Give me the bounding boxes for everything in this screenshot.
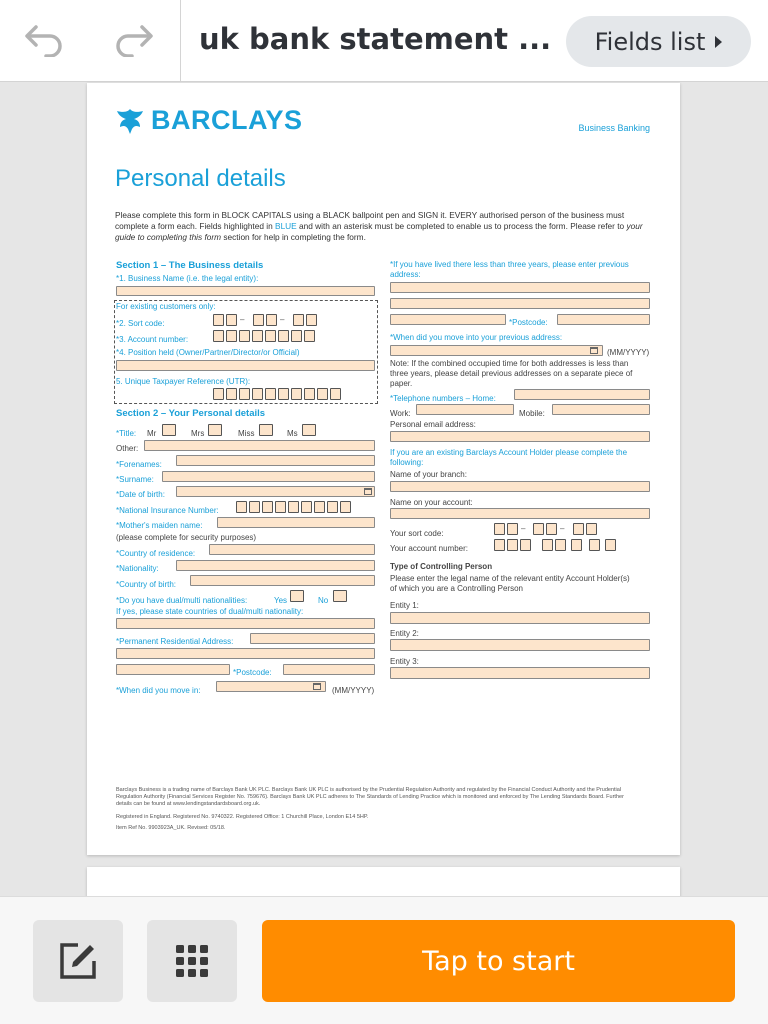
postcode-label: *Postcode: [233,668,272,677]
account-number-box[interactable] [291,330,302,342]
business-banking-label: Business Banking [578,123,650,133]
title-mr-label: Mr [147,429,157,438]
existing-holder-label: If you are an existing Barclays Account Holder please complete the following: [390,448,628,467]
postcode-field[interactable] [283,664,375,675]
nationality-field[interactable] [176,560,375,571]
separator-dash: – [521,524,526,533]
country-residence-field[interactable] [209,544,375,555]
perm-address-field[interactable] [250,633,375,644]
utr-box[interactable] [291,388,302,400]
utr-box[interactable] [239,388,250,400]
name-on-account-label: Name on your account: [390,498,473,507]
edit-icon [58,941,98,981]
sort-code-box[interactable] [306,314,317,326]
your-sort-code-box[interactable] [546,523,557,535]
account-number-box[interactable] [252,330,263,342]
footer-legal: Barclays Business is a trading name of Barclays Bank UK PLC. Barclays Bank UK PLC is authorised by the Prudential Regulation Authority and regulated by the Financial Conduct Authority and the Prudential Regulation Authority (Financial Services Register No. 759676). Barclays Bank UK PLC adheres to The Standards of Lending Practice which is monitored and enforced by The Lending Standards Board. Further details can be found at www.lendingstandardsboard.org.uk. [116,787,624,807]
undo-button[interactable] [20,18,68,62]
utr-box[interactable] [252,388,263,400]
business-name-field[interactable] [116,286,375,296]
utr-label: 5. Unique Taxpayer Reference (UTR): [116,377,251,386]
your-sort-code-label: Your sort code: [390,529,444,538]
nin-box[interactable] [288,501,299,513]
sort-code-box[interactable] [266,314,277,326]
brand-name: BARCLAYS [151,105,303,135]
entity1-field[interactable] [390,612,650,624]
other-title-field[interactable] [144,440,375,451]
your-sort-code-box[interactable] [507,523,518,535]
dob-label: *Date of birth: [116,490,165,499]
entity1-label: Entity 1: [390,601,419,610]
edit-button[interactable] [33,920,123,1002]
prev-move-in-label: *When did you move into your previous address: [390,333,563,342]
country-residence-label: *Country of residence: [116,549,196,558]
account-number-box[interactable] [265,330,276,342]
prev-move-in-format: (MM/YYYY) [607,348,650,357]
account-number-box[interactable] [226,330,237,342]
your-account-number-box[interactable] [589,539,600,551]
position-held-field[interactable] [116,360,375,371]
prev-postcode-label: *Postcode: [509,318,548,327]
section1-heading: Section 1 – The Business details [116,260,264,271]
tel-work-field[interactable] [416,404,514,415]
redo-button[interactable] [110,18,158,62]
prev-address-label: *If you have lived there less than three years, please enter previous address: [390,260,629,279]
dual-yes-checkbox[interactable] [290,590,304,602]
account-number-box[interactable] [239,330,250,342]
your-account-number-box[interactable] [494,539,505,551]
barclays-logo [115,105,303,136]
move-in-field[interactable] [216,681,326,692]
title-miss-label: Miss [238,429,255,438]
title-ms-label: Ms [287,429,298,438]
tel-home-field[interactable] [514,389,650,400]
utr-box[interactable] [226,388,237,400]
nationality-label: *Nationality: [116,564,159,573]
entity2-label: Entity 2: [390,629,419,638]
utr-box[interactable] [265,388,276,400]
surname-field[interactable] [162,471,375,482]
entity2-field[interactable] [390,639,650,651]
dual-no-checkbox[interactable] [333,590,347,602]
if-yes-label: If yes, please state countries of dual/multi nationality: [116,607,304,616]
your-sort-code-box[interactable] [573,523,584,535]
form-intro: Please complete this form in BLOCK CAPITALS using a BLACK ballpoint pen and SIGN it. EVERY authorised person of the business must complete a form each. Fields highlighted in BLUE and with an asterisk must be completed to enable us to process the form. Please refer to your guide to completing this form section for help in completing the form. [115,210,643,242]
nin-box[interactable] [262,501,273,513]
nin-box[interactable] [275,501,286,513]
prev-postcode-field[interactable] [557,314,650,325]
toolbar-divider [180,0,181,82]
your-account-number-box[interactable] [555,539,566,551]
title-miss-checkbox[interactable] [259,424,273,436]
your-account-number-box[interactable] [542,539,553,551]
forenames-field[interactable] [176,455,375,466]
sort-code-box[interactable] [226,314,237,326]
sort-code-box[interactable] [213,314,224,326]
title-label: *Title: [116,429,137,438]
utr-box[interactable] [213,388,224,400]
nin-box[interactable] [327,501,338,513]
dob-field[interactable] [176,486,375,497]
calendar-icon[interactable] [364,488,372,495]
your-sort-code-box[interactable] [494,523,505,535]
redo-icon [112,23,156,57]
nin-box[interactable] [314,501,325,513]
grid-button[interactable] [147,920,237,1002]
title-mrs-checkbox[interactable] [208,424,222,436]
other-label: Other: [116,444,139,453]
dual-countries-field[interactable] [116,618,375,629]
business-name-label: *1. Business Name (i.e. the legal entity): [116,274,259,283]
dual-no-label: No [318,596,329,605]
nin-label: *National Insurance Number: [116,506,219,515]
separator-dash: – [280,315,285,324]
sort-code-box[interactable] [253,314,264,326]
nin-box[interactable] [236,501,247,513]
name-on-account-field[interactable] [390,508,650,519]
title-mrs-label: Mrs [191,429,205,438]
top-toolbar [0,0,768,82]
controlling-person-text: Please enter the legal name of the relevant entity Account Holder(s) of which you are a Controlling Person [390,574,630,593]
fields-list-button[interactable] [566,16,751,67]
utr-box[interactable] [304,388,315,400]
dual-yes-label: Yes [274,596,288,605]
email-label: Personal email address: [390,420,476,429]
grid-icon [174,943,210,979]
controlling-person-heading: Type of Controlling Person [390,562,493,571]
bottom-toolbar [0,896,768,1024]
your-account-number-box[interactable] [571,539,582,551]
footer-registered: Registered in England. Registered No. 9740322. Registered Office: 1 Churchill Place, London E14 5HP. [116,814,369,820]
account-number-label: *3. Account number: [116,335,189,344]
surname-label: *Surname: [116,475,154,484]
your-account-number-box[interactable] [507,539,518,551]
dual-nationality-label: *Do you have dual/multi nationalities: [116,596,248,605]
title-ms-checkbox[interactable] [302,424,316,436]
fields-list-label: Fields list [594,27,706,56]
your-account-number-label: Your account number: [390,544,468,553]
forenames-label: *Forenames: [116,460,162,469]
document-page[interactable] [87,83,680,855]
work-label: Work: [390,409,411,418]
sort-code-label: *2. Sort code: [116,319,165,328]
nin-box[interactable] [301,501,312,513]
mothers-maiden-label: *Mother's maiden name: [116,521,203,530]
perm-address-line2[interactable] [116,648,375,659]
prev-move-in-field[interactable] [390,345,603,356]
document-title: uk bank statement ... [199,22,552,56]
entity3-field[interactable] [390,667,650,679]
your-sort-code-box[interactable] [533,523,544,535]
tel-mobile-field[interactable] [552,404,650,415]
calendar-icon[interactable] [313,683,321,690]
country-birth-label: *Country of birth: [116,580,177,589]
address-note: Note: If the combined occupied time for both addresses is less than three years, please detail previous addresses on a separate piece of paper. [390,359,633,388]
position-held-label: *4. Position held (Owner/Partner/Director/or Official) [116,348,300,357]
nin-box[interactable] [249,501,260,513]
your-sort-code-box[interactable] [586,523,597,535]
account-number-box[interactable] [278,330,289,342]
utr-box[interactable] [278,388,289,400]
account-number-box[interactable] [213,330,224,342]
tel-home-label: *Telephone numbers – Home: [390,394,496,403]
mobile-label: Mobile: [519,409,545,418]
tap-to-start-button[interactable]: Tap to start [262,920,735,1002]
utr-box[interactable] [330,388,341,400]
separator-dash: – [560,524,565,533]
section2-heading: Section 2 – Your Personal details [116,408,266,419]
prev-address-line3[interactable] [390,314,506,325]
undo-icon [22,23,66,57]
prev-address-line1[interactable] [390,282,650,293]
move-in-format: (MM/YYYY) [332,686,375,695]
eagle-icon [115,107,145,135]
your-account-number-box[interactable] [605,539,616,551]
sort-code-box[interactable] [293,314,304,326]
form-title: Personal details [115,165,286,192]
branch-label: Name of your branch: [390,470,467,479]
calendar-icon[interactable] [590,347,598,354]
caret-right-icon [715,36,722,48]
perm-address-label: *Permanent Residential Address: [116,637,234,646]
separator-dash: – [240,315,245,324]
your-account-number-box[interactable] [520,539,531,551]
move-in-label: *When did you move in: [116,686,201,695]
mothers-maiden-field[interactable] [217,517,375,528]
account-number-box[interactable] [304,330,315,342]
country-birth-field[interactable] [190,575,375,586]
footer-item-ref: Item Ref No. 9903923A_UK. Revised: 05/18. [116,825,226,831]
title-mr-checkbox[interactable] [162,424,176,436]
existing-customers-label: For existing customers only: [116,302,216,311]
email-field[interactable] [390,431,650,442]
prev-address-line2[interactable] [390,298,650,309]
perm-address-line3[interactable] [116,664,230,675]
utr-box[interactable] [317,388,328,400]
security-note: (please complete for security purposes) [116,533,257,542]
branch-field[interactable] [390,481,650,492]
entity3-label: Entity 3: [390,657,419,666]
nin-box[interactable] [340,501,351,513]
